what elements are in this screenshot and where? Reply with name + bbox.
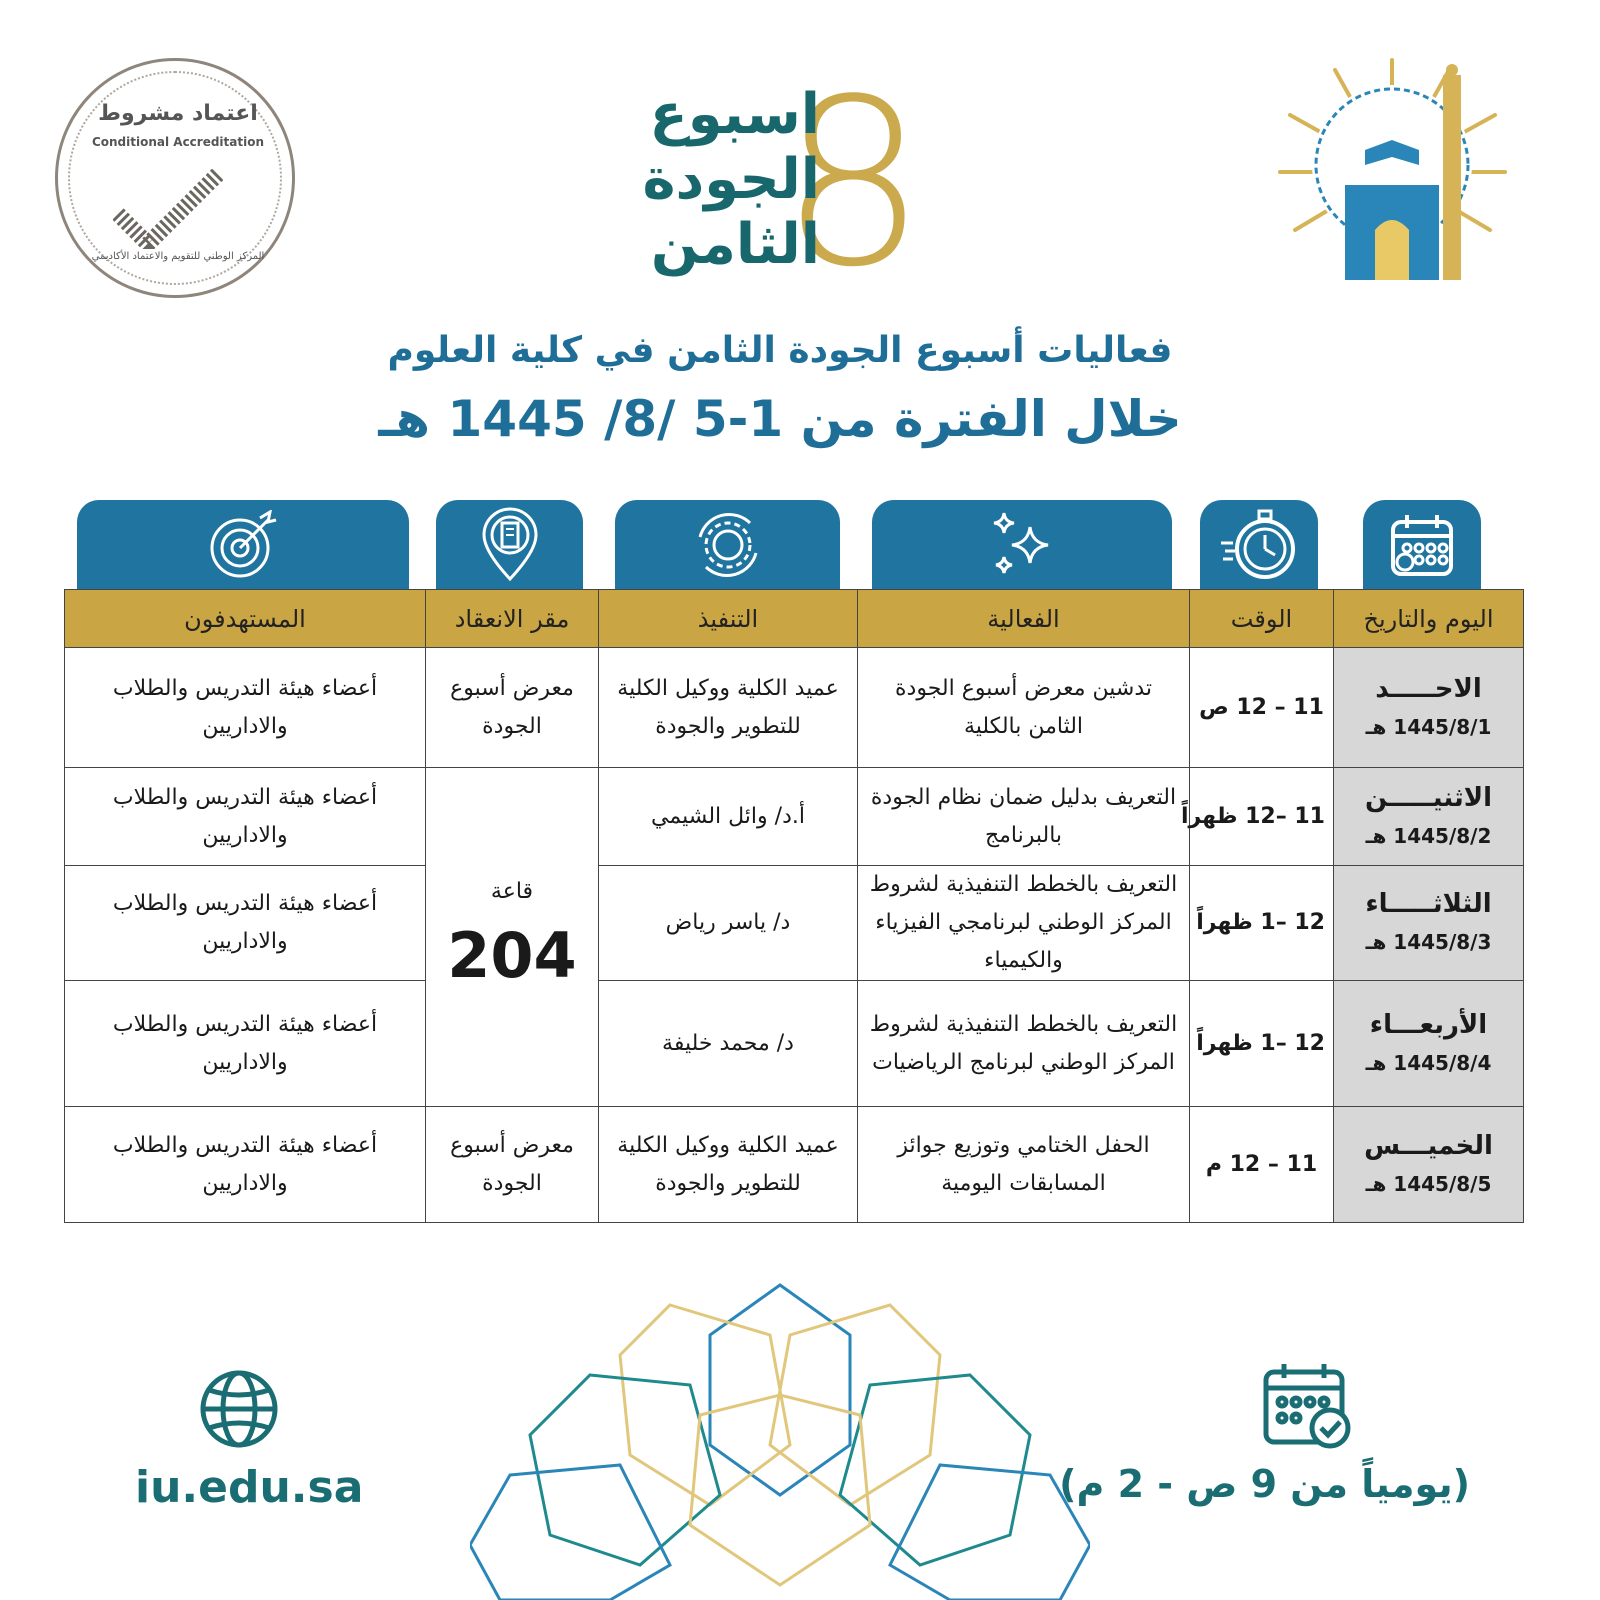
accreditation-seal (55, 58, 295, 298)
executor-cell: عميد الكلية ووكيل الكلية للتطوير والجودة (599, 648, 858, 768)
day-date: 1445/8/1 هـ (1365, 714, 1492, 739)
tab-audience (77, 500, 409, 590)
day-cell (1334, 768, 1524, 866)
header-venue: مقر الانعقاد (426, 590, 599, 648)
activity-cell: التعريف بالخطط التنفيذية لشروط المركز الوطني لبرنامجي الفيزياء والكيمياء (858, 866, 1190, 981)
schedule-table (64, 589, 1524, 1223)
executor-cell: عميد الكلية ووكيل الكلية للتطوير والجودة (599, 1107, 858, 1223)
day-name: الاحـــــد (1375, 673, 1482, 704)
table-row (65, 981, 1524, 1107)
globe-icon (198, 1368, 280, 1450)
table-row (65, 768, 1524, 866)
calendar-check-icon (1262, 1362, 1354, 1450)
website-url: iu.edu.sa (135, 1462, 364, 1513)
tab-time (1200, 500, 1318, 590)
table-row (65, 866, 1524, 981)
page-title: فعاليات أسبوع الجودة الثامن في كلية العلوم (387, 330, 1173, 371)
brand-line-1: اسبوع (649, 82, 820, 147)
venue-cell: معرض أسبوع الجودة (426, 648, 599, 768)
calendar-icon (1387, 510, 1457, 580)
time-cell: 12 –1 ظهراً (1190, 866, 1334, 981)
hall-label: قاعة (490, 879, 534, 904)
gear-cycle-icon (690, 507, 766, 583)
day-date: 1445/8/3 هـ (1365, 930, 1492, 954)
activity-cell: الحفل الختامي وتوزيع جوائز المسابقات اليومية (858, 1107, 1190, 1223)
tab-activity (872, 500, 1172, 590)
audience-cell: أعضاء هيئة التدريس والطلاب والاداريين (65, 866, 426, 981)
time-cell: 11 – 12 ص (1190, 648, 1334, 768)
seal-title-en: Conditional Accreditation (91, 135, 265, 149)
day-name: الأربعـــاء (1369, 1009, 1488, 1040)
activity-cell: التعريف بالخطط التنفيذية لشروط المركز الوطني لبرنامج الرياضيات (858, 981, 1190, 1107)
hall-number: 204 (447, 919, 577, 992)
brand-line-3: الثامن (650, 212, 820, 277)
daily-hours: (يومياً من 9 ص - 2 م) (1059, 1462, 1470, 1506)
table-row (65, 648, 1524, 768)
seal-center-name: المركز الوطني للتقويم والاعتماد الأكاديمي (91, 251, 265, 262)
brand-number: 8 (780, 51, 927, 318)
time-cell: 11 –12 ظهراً (1190, 768, 1334, 866)
executor-cell: أ.د/ وائل الشيمي (599, 768, 858, 866)
day-cell (1334, 866, 1524, 981)
header-time: الوقت (1190, 590, 1334, 648)
day-cell (1334, 981, 1524, 1107)
header-audience: المستهدفون (65, 590, 426, 648)
university-logo (1275, 55, 1510, 294)
target-icon (208, 510, 278, 580)
decorative-hexagon-fan (470, 1265, 1090, 1600)
time-cell: 12 –1 ظهراً (1190, 981, 1334, 1107)
activity-cell: تدشين معرض أسبوع الجودة الثامن بالكلية (858, 648, 1190, 768)
day-date: 1445/8/5 هـ (1365, 1171, 1492, 1196)
header-executor: التنفيذ (599, 590, 858, 648)
day-name: الخميـــس (1364, 1130, 1493, 1161)
executor-cell: د/ محمد خليفة (599, 981, 858, 1107)
brand-line-2: الجودة (642, 147, 820, 212)
check-mark-icon (113, 169, 223, 249)
day-name: الاثنيـــــن (1364, 782, 1493, 813)
day-date: 1445/8/4 هـ (1365, 1050, 1492, 1075)
header-day-date: اليوم والتاريخ (1334, 590, 1524, 648)
audience-cell: أعضاء هيئة التدريس والطلاب والاداريين (65, 1107, 426, 1223)
header-activity: الفعالية (858, 590, 1190, 648)
executor-cell: د/ ياسر رياض (599, 866, 858, 981)
tab-venue (436, 500, 583, 590)
seal-title-ar: اعتماد مشروط (98, 101, 258, 126)
audience-cell: أعضاء هيئة التدريس والطلاب والاداريين (65, 768, 426, 866)
day-name: الثلاثـــــاء (1365, 889, 1492, 919)
location-building-icon (480, 507, 540, 583)
activity-cell: التعريف بدليل ضمان نظام الجودة بالبرنامج (858, 768, 1190, 866)
shared-venue-cell (426, 768, 599, 1107)
sparkles-icon (984, 507, 1060, 583)
day-date: 1445/8/2 هـ (1365, 823, 1492, 848)
venue-cell: معرض أسبوع الجودة (426, 1107, 599, 1223)
table-row (65, 1107, 1524, 1223)
tab-date (1363, 500, 1481, 590)
stopwatch-icon (1219, 507, 1299, 583)
day-cell (1334, 1107, 1524, 1223)
day-cell (1334, 648, 1524, 768)
page-subtitle: خلال الفترة من 1-5 /8/ 1445 هـ (378, 390, 1182, 448)
time-cell: 11 – 12 م (1190, 1107, 1334, 1223)
tab-execution (615, 500, 840, 590)
table-header-row (65, 590, 1524, 648)
audience-cell: أعضاء هيئة التدريس والطلاب والاداريين (65, 648, 426, 768)
audience-cell: أعضاء هيئة التدريس والطلاب والاداريين (65, 981, 426, 1107)
